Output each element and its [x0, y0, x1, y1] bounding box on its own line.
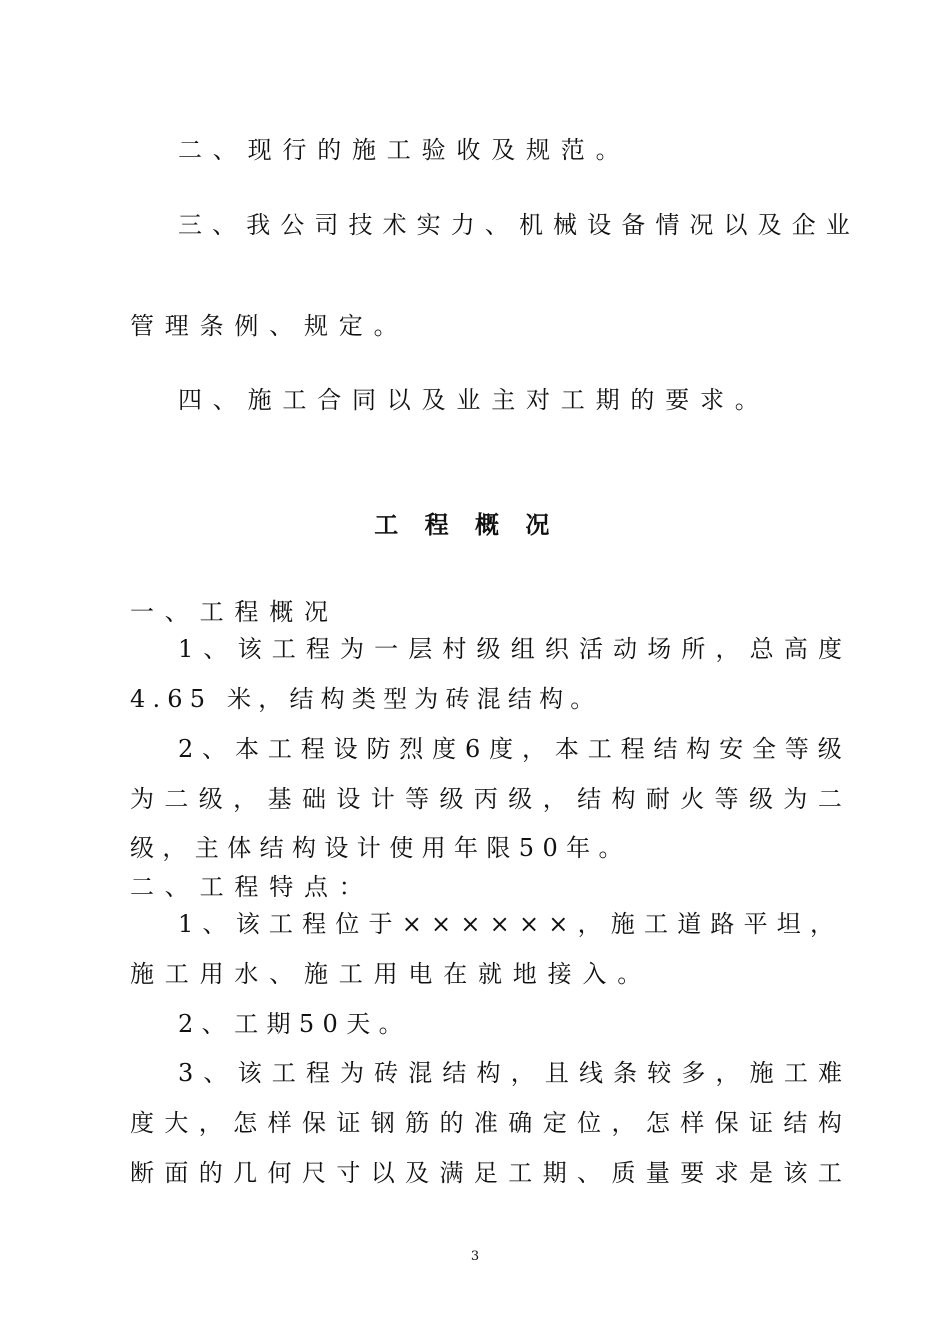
- basis-item-3-line-2: 管理条例、规定。: [130, 312, 409, 340]
- glyph: 工: [587, 735, 612, 763]
- glyph: 施: [610, 910, 635, 938]
- glyph: 几: [233, 1159, 258, 1187]
- glyph: 程: [302, 910, 327, 938]
- glyph: 组: [510, 635, 535, 663]
- glyph: 6: [465, 735, 481, 763]
- glyph: 该: [237, 635, 262, 663]
- glyph: 、: [212, 211, 237, 239]
- glyph: 工: [271, 1059, 296, 1087]
- glyph: 况: [689, 211, 714, 239]
- glyph: ×: [518, 910, 540, 938]
- glyph: 司: [314, 211, 339, 239]
- glyph: 条: [613, 1059, 638, 1087]
- glyph: 多: [681, 1059, 706, 1087]
- glyph: 度: [130, 1109, 154, 1137]
- glyph: 要: [680, 1159, 705, 1187]
- page-number: 3: [470, 1249, 480, 1264]
- glyph: 大: [164, 1109, 189, 1137]
- glyph: 度: [489, 735, 514, 763]
- glyph: 全: [752, 735, 777, 763]
- glyph: ，: [522, 735, 547, 763]
- glyph: ×: [431, 910, 452, 938]
- glyph: 求: [714, 1159, 739, 1187]
- glyph: 是: [749, 1159, 774, 1187]
- glyph: 结: [442, 1059, 467, 1087]
- glyph: 总: [749, 635, 774, 663]
- glyph: 备: [621, 211, 646, 239]
- glyph: 、: [203, 635, 228, 663]
- glyph: 为: [783, 785, 808, 813]
- glyph: 及: [757, 211, 782, 239]
- glyph: 尺: [301, 1159, 326, 1187]
- glyph: ，: [715, 1059, 740, 1087]
- glyph: 构: [476, 1059, 501, 1087]
- overview-p2-line-3: 级，主体结构设计使用年限50年。: [130, 834, 631, 862]
- glyph: 施: [749, 1059, 774, 1087]
- glyph: 为: [130, 785, 154, 813]
- glyph: 断: [130, 1159, 154, 1187]
- glyph: 基: [267, 785, 292, 813]
- glyph: 构: [611, 785, 636, 813]
- glyph: ×: [460, 910, 481, 938]
- basis-item-3-line-1: [178, 210, 850, 240]
- glyph: 计: [370, 785, 395, 813]
- glyph: ×: [489, 910, 510, 938]
- glyph: 设: [336, 785, 361, 813]
- basis-item-2: 二、现行的施工验收及规范。: [178, 136, 631, 164]
- glyph: 难: [817, 1059, 842, 1087]
- glyph: 础: [301, 785, 326, 813]
- glyph: 的: [198, 1159, 223, 1187]
- glyph: ，: [810, 910, 834, 938]
- glyph: 准: [473, 1109, 498, 1137]
- section-title: 工程概况: [374, 511, 576, 539]
- glyph: 三: [178, 211, 202, 239]
- glyph: 足: [473, 1159, 498, 1187]
- overview-heading: 一、工程概况: [130, 598, 339, 626]
- glyph: 烈: [399, 735, 424, 763]
- glyph: 、: [202, 735, 227, 763]
- glyph: 线: [578, 1059, 603, 1087]
- glyph: 械: [553, 211, 578, 239]
- glyph: ，: [233, 785, 258, 813]
- feature-3-line-3: [130, 1158, 842, 1188]
- glyph: 该: [783, 1159, 808, 1187]
- glyph: ，: [542, 785, 567, 813]
- overview-p1-line-2: 4.65 米，结构类型为砖混结构。: [130, 685, 602, 713]
- glyph: 程: [305, 635, 330, 663]
- glyph: 本: [554, 735, 579, 763]
- glyph: 防: [366, 735, 391, 763]
- glyph: 筋: [405, 1109, 430, 1137]
- glyph: 1: [178, 910, 194, 938]
- overview-p2-line-2: [130, 784, 842, 814]
- glyph: 安: [719, 735, 744, 763]
- glyph: ×: [401, 910, 422, 938]
- glyph: 路: [710, 910, 735, 938]
- glyph: 以: [370, 1159, 395, 1187]
- feature-2: 2、工期50天。: [178, 1010, 412, 1038]
- glyph: 钢: [370, 1109, 395, 1137]
- glyph: 何: [267, 1159, 292, 1187]
- glyph: 火: [680, 785, 705, 813]
- basis-item-4: 四、施工合同以及业主对工期的要求。: [178, 386, 770, 414]
- glyph: 该: [237, 1059, 262, 1087]
- glyph: 以: [723, 211, 748, 239]
- glyph: 、: [484, 211, 509, 239]
- features-heading: 二、工程特点：: [130, 873, 374, 901]
- glyph: 实: [416, 211, 441, 239]
- glyph: 的: [439, 1109, 464, 1137]
- glyph: 丙: [473, 785, 498, 813]
- glyph: 且: [544, 1059, 569, 1087]
- glyph: 道: [677, 910, 702, 938]
- glyph: 保: [714, 1109, 739, 1137]
- glyph: 度: [432, 735, 457, 763]
- glyph: 工: [817, 1159, 842, 1187]
- glyph: 、: [202, 910, 227, 938]
- glyph: 工: [268, 910, 293, 938]
- glyph: 结: [783, 1109, 808, 1137]
- glyph: 位: [335, 910, 360, 938]
- glyph: 结: [577, 785, 602, 813]
- glyph: 砖: [374, 1059, 399, 1087]
- glyph: 程: [300, 735, 325, 763]
- glyph: 情: [655, 211, 680, 239]
- glyph: 证: [749, 1109, 774, 1137]
- glyph: 本: [235, 735, 259, 763]
- glyph: 怎: [645, 1109, 670, 1137]
- glyph: 级: [508, 785, 533, 813]
- glyph: 构: [817, 1109, 842, 1137]
- glyph: 量: [645, 1159, 670, 1187]
- glyph: 级: [439, 785, 464, 813]
- glyph: ，: [198, 1109, 223, 1137]
- glyph: 程: [305, 1059, 330, 1087]
- glyph: 、: [203, 1059, 228, 1087]
- glyph: 为: [339, 1059, 364, 1087]
- glyph: 平: [743, 910, 768, 938]
- glyph: 怎: [233, 1109, 258, 1137]
- glyph: 满: [439, 1159, 464, 1187]
- glyph: ，: [510, 1059, 535, 1087]
- glyph: 技: [348, 211, 373, 239]
- glyph: 3: [178, 1059, 194, 1087]
- glyph: 该: [235, 910, 260, 938]
- glyph: 等: [784, 735, 809, 763]
- glyph: 证: [336, 1109, 361, 1137]
- glyph: 级: [198, 785, 223, 813]
- glyph: 耐: [645, 785, 670, 813]
- overview-p2-line-1: [178, 734, 842, 764]
- glyph: 结: [653, 735, 678, 763]
- glyph: 工: [643, 910, 668, 938]
- glyph: 寸: [336, 1159, 361, 1187]
- feature-1-line-1: [178, 909, 834, 939]
- glyph: 活: [578, 635, 603, 663]
- glyph: 为: [339, 635, 364, 663]
- glyph: 级: [817, 735, 842, 763]
- glyph: 构: [686, 735, 711, 763]
- glyph: ，: [577, 910, 602, 938]
- glyph: 级: [476, 635, 501, 663]
- glyph: 设: [333, 735, 358, 763]
- glyph: 等: [405, 785, 430, 813]
- glyph: 企: [791, 211, 816, 239]
- glyph: 混: [408, 1059, 433, 1087]
- glyph: 度: [817, 635, 842, 663]
- glyph: 二: [164, 785, 189, 813]
- glyph: 工: [783, 1059, 808, 1087]
- glyph: 坦: [776, 910, 801, 938]
- glyph: 织: [544, 635, 569, 663]
- glyph: ，: [715, 635, 740, 663]
- glyph: 2: [178, 735, 194, 763]
- glyph: 于: [368, 910, 393, 938]
- glyph: 保: [301, 1109, 326, 1137]
- glyph: 二: [817, 785, 842, 813]
- glyph: 动: [613, 635, 638, 663]
- glyph: 样: [267, 1109, 292, 1137]
- glyph: 场: [647, 635, 672, 663]
- glyph: 定: [542, 1109, 567, 1137]
- glyph: 村: [442, 635, 467, 663]
- glyph: 术: [382, 211, 407, 239]
- glyph: 较: [647, 1059, 672, 1087]
- feature-3-line-2: [130, 1108, 842, 1138]
- glyph: 设: [587, 211, 612, 239]
- feature-1-line-2: 施工用水、施工用电在就地接入。: [130, 960, 652, 988]
- glyph: ，: [611, 1109, 636, 1137]
- glyph: ×: [548, 910, 569, 938]
- glyph: 力: [450, 211, 475, 239]
- glyph: 、: [577, 1159, 602, 1187]
- glyph: 我: [246, 211, 271, 239]
- glyph: 一: [374, 635, 399, 663]
- glyph: 1: [178, 635, 194, 663]
- glyph: 期: [542, 1159, 567, 1187]
- glyph: 工: [267, 735, 292, 763]
- glyph: 及: [405, 1159, 430, 1187]
- overview-p1-line-1: [178, 634, 842, 664]
- glyph: 确: [508, 1109, 533, 1137]
- glyph: 等: [714, 785, 739, 813]
- glyph: 层: [408, 635, 433, 663]
- feature-3-line-1: [178, 1058, 842, 1088]
- glyph: 业: [825, 211, 850, 239]
- glyph: 工: [508, 1159, 533, 1187]
- glyph: 级: [749, 785, 774, 813]
- glyph: 公: [280, 211, 305, 239]
- glyph: 工: [271, 635, 296, 663]
- glyph: 样: [680, 1109, 705, 1137]
- glyph: 位: [577, 1109, 602, 1137]
- glyph: 程: [620, 735, 645, 763]
- glyph: 机: [518, 211, 543, 239]
- glyph: 所: [681, 635, 706, 663]
- glyph: 高: [783, 635, 808, 663]
- glyph: 质: [611, 1159, 636, 1187]
- glyph: 面: [164, 1159, 189, 1187]
